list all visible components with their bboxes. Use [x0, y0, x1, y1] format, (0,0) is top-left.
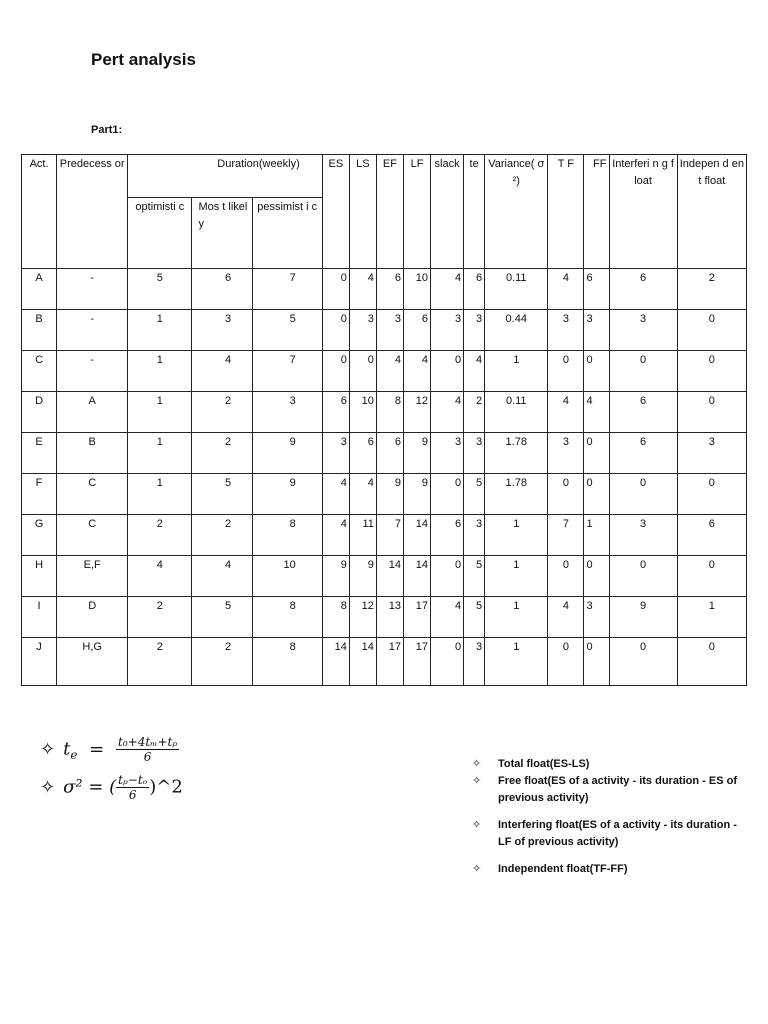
- cell-es: 0: [322, 310, 349, 351]
- note-text: Free float(ES of a activity - its duration - ES of previous activity): [498, 775, 737, 804]
- cell-es: 8: [322, 597, 349, 638]
- te-subscript: e: [70, 748, 78, 763]
- cell-p: 8: [252, 638, 322, 686]
- cell-p: 8: [252, 515, 322, 556]
- cell-tf: 3: [548, 433, 584, 474]
- variance-denominator: 6: [128, 788, 137, 802]
- te-denominator: 6: [143, 750, 152, 764]
- cell-var: 0.11: [485, 269, 548, 310]
- cell-intf: 9: [609, 597, 677, 638]
- cell-indf: 0: [677, 392, 746, 433]
- cell-indf: 0: [677, 310, 746, 351]
- cell-lf: 6: [403, 310, 430, 351]
- cell-ff: 0: [584, 474, 609, 515]
- cell-ls: 12: [349, 597, 376, 638]
- cell-ls: 4: [349, 474, 376, 515]
- cell-var: 1.78: [485, 474, 548, 515]
- cell-ff: 3: [584, 310, 609, 351]
- cell-p: 10: [252, 556, 322, 597]
- cell-act: H: [22, 556, 57, 597]
- cell-m: 2: [192, 392, 252, 433]
- star-icon: ✧: [40, 738, 56, 760]
- cell-ff: 1: [584, 515, 609, 556]
- header-ff: FF: [584, 155, 609, 269]
- cell-ff: 3: [584, 597, 609, 638]
- cell-act: A: [22, 269, 57, 310]
- cell-act: B: [22, 310, 57, 351]
- cell-tf: 3: [548, 310, 584, 351]
- header-most-likely: Mos t likel y: [192, 198, 252, 269]
- variance-numerator: tₚ−tₒ: [118, 773, 148, 787]
- table-row: [22, 638, 747, 686]
- header-interfering-float: Interferi n g float: [609, 155, 677, 269]
- cell-te: 3: [464, 638, 485, 686]
- cell-p: 7: [252, 351, 322, 392]
- cell-ls: 9: [349, 556, 376, 597]
- cell-pred: C: [57, 515, 128, 556]
- header-act: Act.: [22, 155, 57, 269]
- cell-var: 1: [485, 638, 548, 686]
- equals-sign: =: [89, 738, 105, 760]
- cell-lf: 12: [403, 392, 430, 433]
- cell-lf: 10: [403, 269, 430, 310]
- cell-lf: 9: [403, 474, 430, 515]
- cell-var: 1: [485, 556, 548, 597]
- cell-slack: 0: [431, 638, 464, 686]
- cell-ff: 4: [584, 392, 609, 433]
- variance-fraction: [116, 773, 149, 802]
- cell-indf: 2: [677, 269, 746, 310]
- cell-var: 0.11: [485, 392, 548, 433]
- header-ef: EF: [376, 155, 403, 269]
- star-icon: ✧: [472, 863, 482, 875]
- cell-m: 2: [192, 515, 252, 556]
- cell-te: 3: [464, 515, 485, 556]
- cell-o: 1: [128, 474, 192, 515]
- cell-intf: 6: [609, 433, 677, 474]
- note-text: Total float(ES-LS): [498, 758, 590, 770]
- cell-m: 6: [192, 269, 252, 310]
- table-row: [22, 310, 747, 351]
- cell-ff: 0: [584, 556, 609, 597]
- cell-es: 6: [322, 392, 349, 433]
- header-pessimistic: pessimist i c: [252, 198, 322, 269]
- cell-intf: 0: [609, 638, 677, 686]
- te-numerator: t₀+4tₘ+tₚ: [118, 735, 178, 749]
- cell-slack: 6: [431, 515, 464, 556]
- cell-ls: 11: [349, 515, 376, 556]
- cell-pred: H,G: [57, 638, 128, 686]
- cell-act: E: [22, 433, 57, 474]
- star-icon: ✧: [472, 758, 482, 770]
- cell-indf: 0: [677, 474, 746, 515]
- cell-tf: 0: [548, 556, 584, 597]
- cell-act: C: [22, 351, 57, 392]
- te-fraction: [116, 735, 179, 764]
- variance-lhs: σ² = (: [63, 776, 117, 798]
- cell-lf: 9: [403, 433, 430, 474]
- header-tf: T F: [548, 155, 584, 269]
- cell-o: 1: [128, 351, 192, 392]
- cell-slack: 0: [431, 351, 464, 392]
- cell-o: 4: [128, 556, 192, 597]
- cell-ef: 8: [376, 392, 403, 433]
- table-row: [22, 597, 747, 638]
- cell-lf: 14: [403, 556, 430, 597]
- header-variance: Variance( σ²): [485, 155, 548, 269]
- cell-intf: 0: [609, 474, 677, 515]
- cell-ef: 9: [376, 474, 403, 515]
- formulas: [40, 735, 183, 811]
- cell-ls: 10: [349, 392, 376, 433]
- table-row: [22, 351, 747, 392]
- cell-act: D: [22, 392, 57, 433]
- cell-p: 3: [252, 392, 322, 433]
- cell-te: 3: [464, 433, 485, 474]
- table-row: [22, 433, 747, 474]
- cell-m: 4: [192, 351, 252, 392]
- cell-ls: 6: [349, 433, 376, 474]
- star-icon: ✧: [40, 776, 56, 798]
- cell-o: 5: [128, 269, 192, 310]
- cell-indf: 1: [677, 597, 746, 638]
- note-interfering-float: [470, 817, 740, 851]
- cell-o: 2: [128, 638, 192, 686]
- cell-tf: 0: [548, 474, 584, 515]
- cell-o: 1: [128, 310, 192, 351]
- cell-ff: 0: [584, 433, 609, 474]
- cell-ls: 0: [349, 351, 376, 392]
- cell-slack: 4: [431, 392, 464, 433]
- star-icon: ✧: [472, 775, 482, 787]
- cell-o: 1: [128, 433, 192, 474]
- cell-act: F: [22, 474, 57, 515]
- header-independent-float: Indepen d ent float: [677, 155, 746, 269]
- cell-ls: 4: [349, 269, 376, 310]
- cell-ff: 0: [584, 638, 609, 686]
- cell-ls: 3: [349, 310, 376, 351]
- cell-intf: 3: [609, 515, 677, 556]
- cell-indf: 0: [677, 351, 746, 392]
- note-free-float: [470, 773, 740, 807]
- variance-tail: )^2: [149, 776, 183, 798]
- cell-te: 5: [464, 474, 485, 515]
- header-slack: slack: [431, 155, 464, 269]
- cell-m: 4: [192, 556, 252, 597]
- cell-ef: 14: [376, 556, 403, 597]
- cell-es: 9: [322, 556, 349, 597]
- cell-tf: 0: [548, 351, 584, 392]
- header-optimistic: optimisti c: [128, 198, 192, 269]
- cell-p: 8: [252, 597, 322, 638]
- cell-slack: 4: [431, 269, 464, 310]
- cell-var: 1: [485, 351, 548, 392]
- cell-intf: 0: [609, 556, 677, 597]
- pert-table: [21, 154, 747, 686]
- cell-m: 2: [192, 638, 252, 686]
- note-text: Independent float(TF-FF): [498, 863, 628, 875]
- cell-m: 5: [192, 474, 252, 515]
- cell-m: 2: [192, 433, 252, 474]
- part-label: Part1:: [91, 124, 123, 136]
- header-te: te: [464, 155, 485, 269]
- cell-slack: 3: [431, 433, 464, 474]
- header-lf: LF: [403, 155, 430, 269]
- table-row: [22, 474, 747, 515]
- cell-tf: 4: [548, 597, 584, 638]
- cell-ef: 13: [376, 597, 403, 638]
- table-row: [22, 392, 747, 433]
- cell-var: 1: [485, 515, 548, 556]
- cell-tf: 4: [548, 269, 584, 310]
- note-independent-float: [470, 861, 740, 878]
- cell-tf: 0: [548, 638, 584, 686]
- cell-te: 2: [464, 392, 485, 433]
- header-es: ES: [322, 155, 349, 269]
- star-icon: ✧: [472, 819, 482, 831]
- cell-ls: 14: [349, 638, 376, 686]
- cell-p: 9: [252, 474, 322, 515]
- cell-p: 9: [252, 433, 322, 474]
- cell-act: J: [22, 638, 57, 686]
- cell-act: I: [22, 597, 57, 638]
- cell-pred: D: [57, 597, 128, 638]
- table-row: [22, 269, 747, 310]
- cell-slack: 0: [431, 474, 464, 515]
- table-row: [22, 515, 747, 556]
- cell-pred: -: [57, 310, 128, 351]
- cell-es: 4: [322, 515, 349, 556]
- cell-o: 1: [128, 392, 192, 433]
- cell-ef: 3: [376, 310, 403, 351]
- cell-indf: 0: [677, 556, 746, 597]
- te-formula: [40, 735, 183, 773]
- variance-formula: [40, 773, 183, 811]
- cell-intf: 6: [609, 269, 677, 310]
- cell-es: 14: [322, 638, 349, 686]
- cell-intf: 6: [609, 392, 677, 433]
- cell-lf: 17: [403, 597, 430, 638]
- header-ls: LS: [349, 155, 376, 269]
- cell-ff: 6: [584, 269, 609, 310]
- cell-ff: 0: [584, 351, 609, 392]
- cell-pred: A: [57, 392, 128, 433]
- cell-slack: 3: [431, 310, 464, 351]
- cell-var: 1.78: [485, 433, 548, 474]
- cell-ef: 4: [376, 351, 403, 392]
- cell-tf: 4: [548, 392, 584, 433]
- cell-intf: 0: [609, 351, 677, 392]
- cell-pred: E,F: [57, 556, 128, 597]
- cell-ef: 7: [376, 515, 403, 556]
- cell-es: 0: [322, 351, 349, 392]
- cell-lf: 14: [403, 515, 430, 556]
- cell-te: 3: [464, 310, 485, 351]
- header-predecessor: Predecess or: [57, 155, 128, 269]
- cell-te: 5: [464, 556, 485, 597]
- float-definitions: [470, 756, 740, 884]
- cell-p: 7: [252, 269, 322, 310]
- cell-pred: -: [57, 351, 128, 392]
- cell-te: 4: [464, 351, 485, 392]
- page-title: Pert analysis: [91, 50, 196, 69]
- cell-var: 0.44: [485, 310, 548, 351]
- cell-es: 4: [322, 474, 349, 515]
- cell-var: 1: [485, 597, 548, 638]
- cell-o: 2: [128, 515, 192, 556]
- cell-indf: 3: [677, 433, 746, 474]
- cell-pred: B: [57, 433, 128, 474]
- te-lhs: t: [63, 738, 71, 760]
- cell-ef: 6: [376, 269, 403, 310]
- cell-te: 5: [464, 597, 485, 638]
- cell-te: 6: [464, 269, 485, 310]
- cell-intf: 3: [609, 310, 677, 351]
- cell-es: 3: [322, 433, 349, 474]
- cell-lf: 4: [403, 351, 430, 392]
- cell-ef: 6: [376, 433, 403, 474]
- cell-es: 0: [322, 269, 349, 310]
- cell-m: 5: [192, 597, 252, 638]
- cell-pred: -: [57, 269, 128, 310]
- cell-indf: 6: [677, 515, 746, 556]
- cell-act: G: [22, 515, 57, 556]
- note-total-float: [470, 756, 740, 773]
- cell-lf: 17: [403, 638, 430, 686]
- cell-slack: 4: [431, 597, 464, 638]
- cell-ef: 17: [376, 638, 403, 686]
- table-header-row: [22, 155, 747, 198]
- cell-m: 3: [192, 310, 252, 351]
- table-row: [22, 556, 747, 597]
- cell-tf: 7: [548, 515, 584, 556]
- cell-pred: C: [57, 474, 128, 515]
- cell-p: 5: [252, 310, 322, 351]
- header-duration: Duration(weekly): [128, 155, 323, 198]
- cell-slack: 0: [431, 556, 464, 597]
- cell-o: 2: [128, 597, 192, 638]
- note-text: Interfering float(ES of a activity - its duration -LF of previous activity): [498, 819, 737, 848]
- cell-indf: 0: [677, 638, 746, 686]
